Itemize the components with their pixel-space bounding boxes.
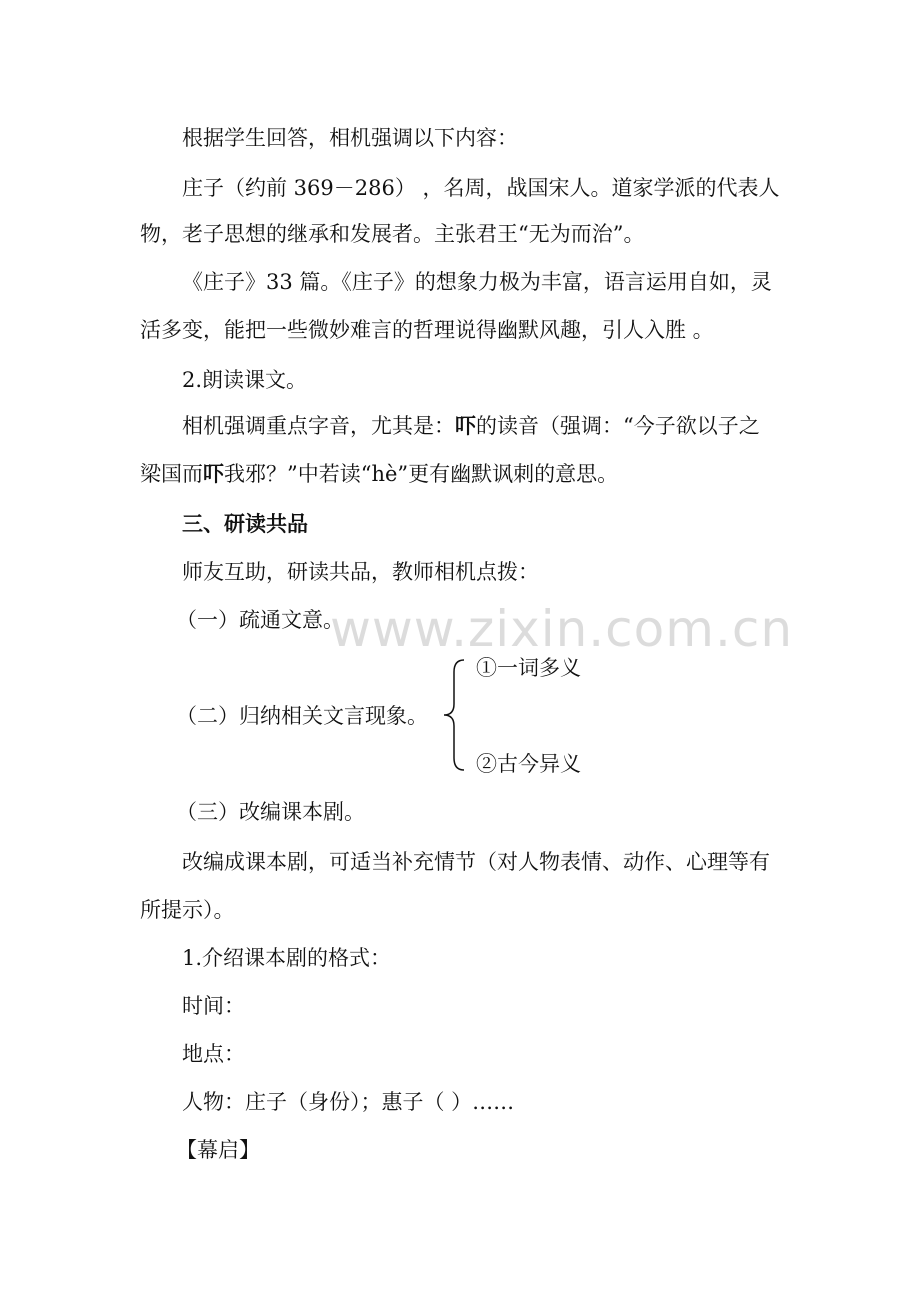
watermark: www.zixin.com.cn [330, 600, 794, 658]
keyword-char: 吓 [203, 461, 224, 486]
paragraph-pronunciation-line2 [140, 460, 800, 488]
paragraph-pronunciation-line1 [182, 412, 842, 440]
paragraph-intro: 根据学生回答，相机强调以下内容： [182, 126, 518, 150]
keyword-char: 吓 [455, 413, 476, 438]
text-segment: 相机强调重点字音，尤其是： [182, 414, 455, 438]
section-heading-3: 三、研读共品 [182, 511, 308, 536]
paragraph-adaptation-line2: 所提示）。 [140, 898, 235, 922]
brace-icon [440, 658, 470, 772]
paragraph-book-line2: 活多变，能把一些微妙难言的哲理说得幽默风趣，引人入胜 。 [140, 318, 714, 342]
text-segment: 的读音（强调：“今子欲以子之 [476, 414, 760, 438]
field-time: 时间： [182, 994, 245, 1018]
text-segment: 我邪？”中若读“hè”更有幽默讽刺的意思。 [224, 462, 619, 486]
paragraph-zhuangzi-line1: 庄子（约前 369－286） ，名周，战国宋人。道家学派的代表人 [182, 176, 780, 200]
sub-item-polysemy: ①一词多义 [476, 656, 581, 680]
item-two: （二）归纳相关文言现象。 [176, 704, 428, 728]
paragraph-adaptation-line1: 改编成课本剧，可适当补充情节（对人物表情、动作、心理等有 [182, 850, 770, 874]
text-segment: 梁国而 [140, 462, 203, 486]
paragraph-zhuangzi-line2: 物，老子思想的继承和发展者。主张君王“无为而治”。 [140, 222, 645, 246]
step-format: 1.介绍课本剧的格式： [182, 946, 392, 970]
item-three: （三）改编课本剧。 [176, 800, 365, 824]
item-one: （一）疏通文意。 [176, 608, 344, 632]
paragraph-discussion: 师友互助，研读共品，教师相机点拨： [182, 560, 539, 584]
curtain-marker: 【幕启】 [176, 1138, 260, 1162]
sub-item-ancient-modern: ②古今异义 [476, 752, 581, 776]
field-people: 人物：庄子（身份）；惠子（ ）…… [182, 1090, 515, 1114]
step-read-aloud: 2.朗读课文。 [182, 368, 308, 392]
field-place: 地点： [182, 1042, 245, 1066]
paragraph-book-line1: 《庄子》33 篇。《庄子》的想象力极为丰富，语言运用自如，灵 [182, 270, 772, 294]
